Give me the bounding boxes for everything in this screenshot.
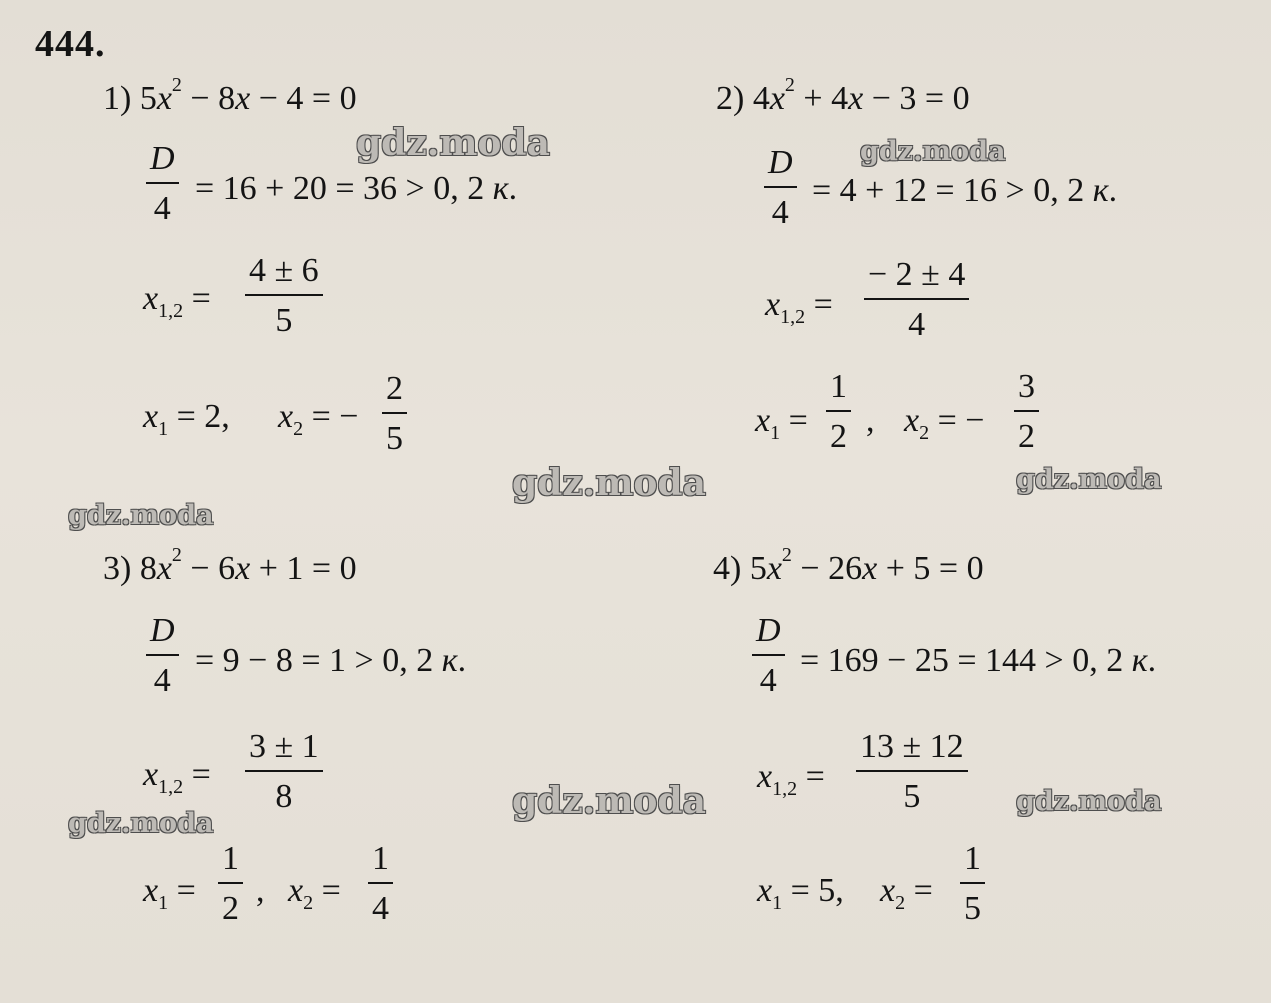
watermark: gdz.moda (512, 462, 706, 504)
watermark: gdz.moda (68, 808, 214, 839)
x1-lhs-3: $x_1$ = (143, 872, 196, 914)
x2-fraction-4: 1 5 (960, 842, 985, 926)
x12-fraction-1: 4 ± 6 5 (245, 254, 323, 338)
equation-4: 4) $5x^2 - 26x + 5 = 0$ (713, 544, 984, 587)
exercise-number: 444. (35, 23, 106, 65)
x2-fraction-2: 3 2 (1014, 370, 1039, 454)
x12-lhs-2: $x_{1,2}$ = (765, 286, 833, 328)
disc-3: = 9 − 8 = 1 > 0, 2 к. (195, 642, 467, 679)
watermark: gdz.moda (68, 500, 214, 531)
x1-fraction-2: 1 2 (826, 370, 851, 454)
x1-lhs-2: $x_1$ = (755, 402, 808, 444)
x12-fraction-4: 13 ± 12 5 (856, 730, 968, 814)
disc-fraction-1: D 4 (146, 142, 179, 226)
equation-1: 1) $5x^2 - 8x - 4 = 0$ (103, 74, 357, 117)
x1-1: $x_1 = 2$, (143, 398, 230, 440)
x2-lhs-3: $x_2$ = (288, 872, 341, 914)
x2-fraction-3: 1 4 (368, 842, 393, 926)
x2-lhs-2: $x_2$ = − (904, 402, 985, 444)
watermark: gdz.moda (1016, 786, 1162, 817)
equation-2: 2) $4x^2 + 4x - 3 = 0$ (716, 74, 970, 117)
x12-lhs-1: $x_{1,2}$ = (143, 280, 211, 322)
disc-fraction-3: D 4 (146, 614, 179, 698)
x1-fraction-3: 1 2 (218, 842, 243, 926)
watermark: gdz.moda (356, 122, 550, 164)
disc-1: = 16 + 20 = 36 > 0, 2 к. (195, 170, 518, 207)
x2-lhs-1: $x_2$ = − (278, 398, 359, 440)
x12-lhs-4: $x_{1,2}$ = (757, 758, 825, 800)
watermark: gdz.moda (860, 136, 1006, 167)
x1-4: $x_1 = 5$, (757, 872, 844, 914)
disc-2: = 4 + 12 = 16 > 0, 2 к. (812, 172, 1118, 209)
watermark: gdz.moda (1016, 464, 1162, 495)
x12-fraction-3: 3 ± 1 8 (245, 730, 323, 814)
disc-4: = 169 − 25 = 144 > 0, 2 к. (800, 642, 1157, 679)
watermark: gdz.moda (512, 780, 706, 822)
x12-lhs-3: $x_{1,2}$ = (143, 756, 211, 798)
x2-fraction-1: 2 5 (382, 372, 407, 456)
disc-fraction-2: D 4 (764, 146, 797, 230)
x12-fraction-2: − 2 ± 4 4 (864, 258, 969, 342)
x2-lhs-4: $x_2$ = (880, 872, 933, 914)
textbook-page: 444. 1) $5x^2 - 8x - 4 = 0$ D 4 = 16 + 20 = 36 > 0, 2 к. $x_{1,2}$ = 4 ± 6 5 $x_1 = 2$, $x_2$ = − 2 5 2) $4x^2 + 4x - 3 = 0$ D 4 = 4 + 12 = 16 > 0, 2 к. $x_{1,2}$ = − 2 ± 4 4 $x_1$ = 1 2 , $x_2$ = − 3 2 3) $8x^2 - 6x + 1 = 0$ D 4 = 9 − 8 = 1 > 0, 2 к. $x_{1,2}$ = 3 ± 1 8 $x_1$ = 1 2 , $x_2$ = 1 4 4) $5x^2 - 26x + 5 = 0$ D 4 = 169 − 25 = 144 > 0, 2 к. $x_{1,2}$ = 13 ± 12 5 $x_1 = 5$, $x_2$ = 1 5 gdz.moda gdz.moda gdz.moda gdz.moda gdz.moda gdz.moda gdz.moda gdz.moda (0, 0, 1271, 1003)
equation-3: 3) $8x^2 - 6x + 1 = 0$ (103, 544, 357, 587)
disc-fraction-4: D 4 (752, 614, 785, 698)
